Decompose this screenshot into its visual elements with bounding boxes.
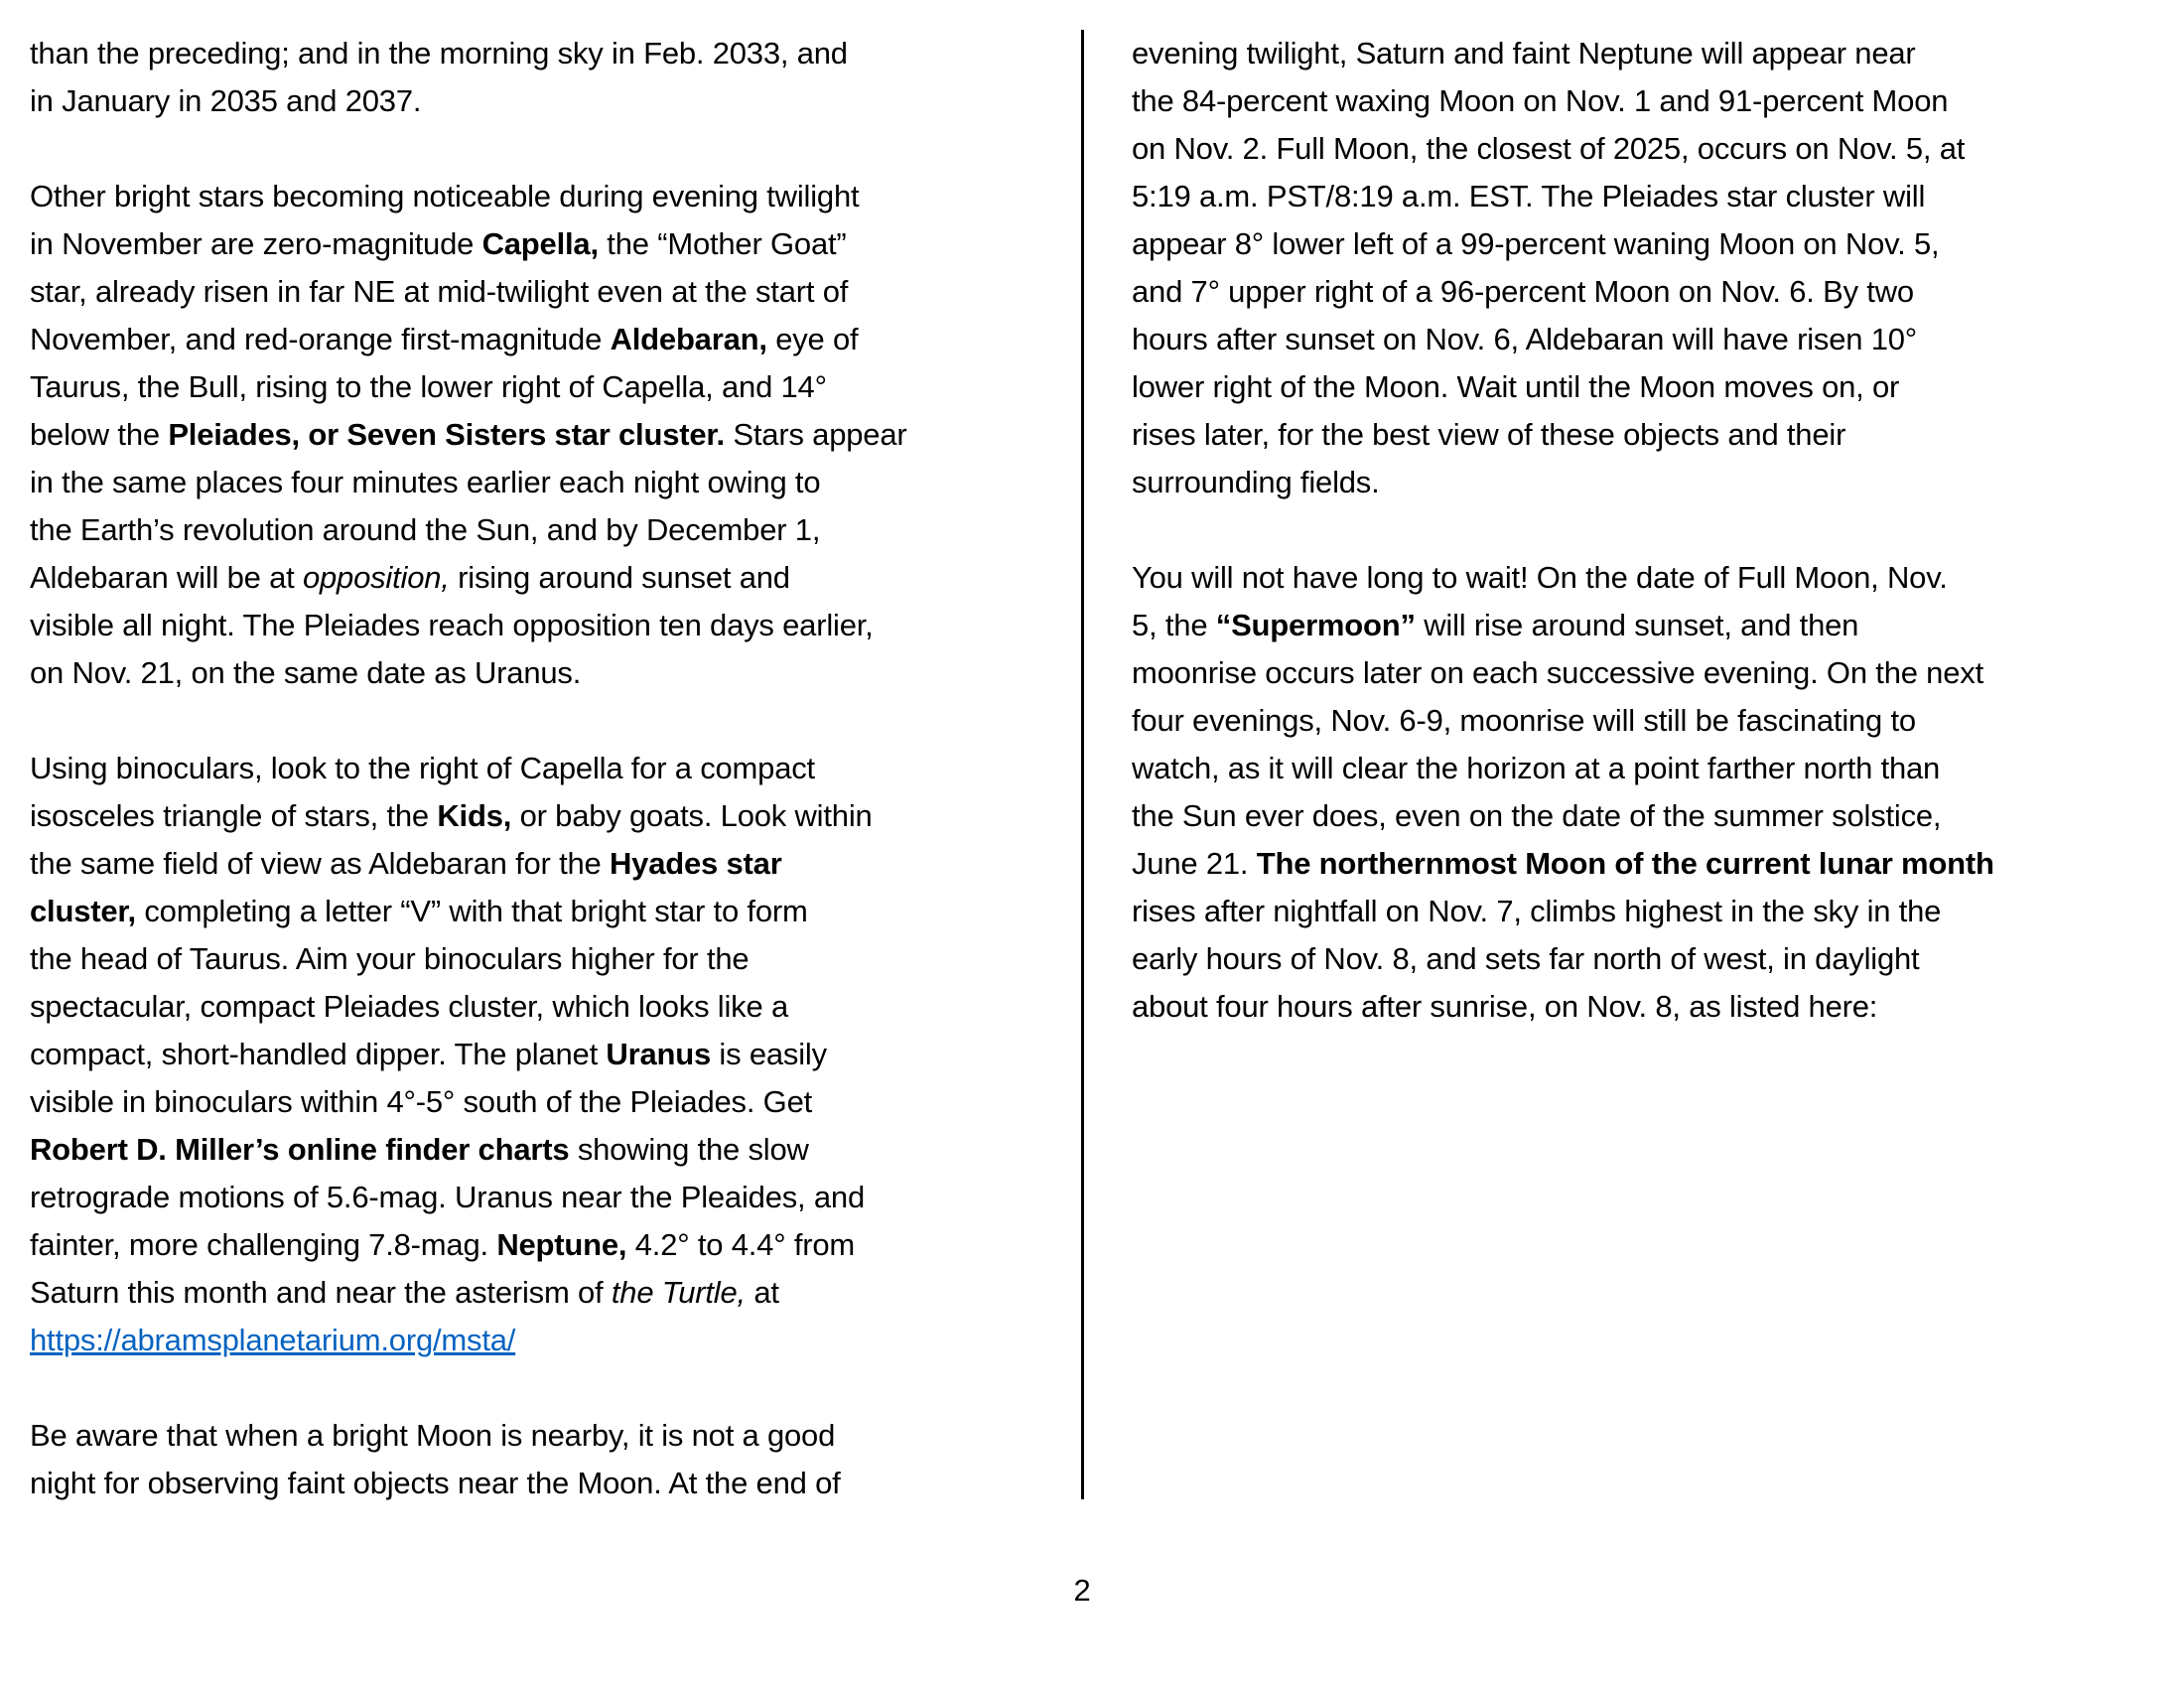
text-line: [30, 649, 1062, 697]
text-segment: Taurus, the Bull, rising to the lower right of Capella, and 14°: [30, 369, 827, 404]
text-segment: You will not have long to wait! On the date of Full Moon, Nov.: [1132, 560, 1948, 595]
blank-line: [30, 1364, 1062, 1412]
text-segment: Robert D. Miller’s online finder charts: [30, 1132, 570, 1167]
text-line: [1132, 602, 2169, 649]
text-segment: the Turtle,: [611, 1275, 746, 1310]
text-line: [30, 554, 1062, 602]
text-segment: Capella,: [481, 226, 599, 261]
text-line: [30, 316, 1062, 363]
text-segment: Aldebaran,: [610, 322, 767, 356]
text-line: [30, 983, 1062, 1031]
text-segment: rises after nightfall on Nov. 7, climbs highest in the sky in the: [1132, 894, 1942, 928]
text-line: [1132, 649, 2169, 697]
text-segment: compact, short-handled dipper. The planet: [30, 1037, 607, 1071]
text-segment: 4.2° to 4.4° from: [626, 1227, 856, 1262]
text-line: [30, 1460, 1062, 1507]
text-line: [1132, 77, 2169, 125]
text-segment: completing a letter “V” with that bright star to form: [135, 894, 808, 928]
text-segment: is easily: [711, 1037, 827, 1071]
text-line: [30, 1269, 1062, 1317]
text-line: [30, 459, 1062, 506]
text-line: [30, 1317, 1062, 1364]
column-divider: [1081, 30, 1084, 1499]
text-segment: early hours of Nov. 8, and sets far north of west, in daylight: [1132, 941, 1920, 976]
text-segment: below the: [30, 417, 169, 452]
text-segment: at: [745, 1275, 779, 1310]
text-segment: Pleiades, or Seven Sisters star cluster.: [168, 417, 725, 452]
text-line: [30, 77, 1062, 125]
page-number: 2: [1073, 1573, 1091, 1608]
text-line: [30, 1031, 1062, 1078]
text-segment: watch, as it will clear the horizon at a point farther north than: [1132, 751, 1941, 785]
text-line: [30, 935, 1062, 983]
text-segment: the same field of view as Aldebaran for the: [30, 846, 610, 881]
text-line: [1132, 554, 2169, 602]
blank-line: [30, 697, 1062, 745]
text-segment: Using binoculars, look to the right of Capella for a compact: [30, 751, 815, 785]
text-segment: the Earth’s revolution around the Sun, and by December 1,: [30, 512, 821, 547]
text-segment: rising around sunset and: [449, 560, 790, 595]
text-line: [30, 1078, 1062, 1126]
text-segment: Hyades star: [609, 846, 782, 881]
text-segment: hours after sunset on Nov. 6, Aldebaran will have risen 10°: [1132, 322, 1917, 356]
text-segment: four evenings, Nov. 6-9, moonrise will still be fascinating to: [1132, 703, 1916, 738]
text-segment: and 7° upper right of a 96-percent Moon on Nov. 6. By two: [1132, 274, 1914, 309]
text-segment: in the same places four minutes earlier each night owing to: [30, 465, 821, 499]
text-line: [30, 1412, 1062, 1460]
text-segment: cluster,: [30, 894, 136, 928]
text-line: [1132, 792, 2169, 840]
text-segment: will rise around sunset, and then: [1415, 608, 1859, 642]
text-segment: 5, the: [1132, 608, 1216, 642]
text-segment: retrograde motions of 5.6-mag. Uranus near the Pleaides, and: [30, 1180, 865, 1214]
text-segment: spectacular, compact Pleiades cluster, which looks like a: [30, 989, 788, 1024]
text-line: [30, 745, 1062, 792]
text-segment: on Nov. 2. Full Moon, the closest of 2025, occurs on Nov. 5, at: [1132, 131, 1966, 166]
text-segment: visible in binoculars within 4°-5° south of the Pleiades. Get: [30, 1084, 813, 1119]
text-line: [1132, 220, 2169, 268]
text-segment: on Nov. 21, on the same date as Uranus.: [30, 655, 582, 690]
text-segment: the head of Taurus. Aim your binoculars higher for the: [30, 941, 750, 976]
text-segment: the Sun ever does, even on the date of the summer solstice,: [1132, 798, 1942, 833]
text-line: [1132, 745, 2169, 792]
text-segment: June 21.: [1132, 846, 1257, 881]
text-segment: the “Mother Goat”: [598, 226, 847, 261]
text-line: [30, 1174, 1062, 1221]
text-line: [30, 173, 1062, 220]
text-line: [1132, 888, 2169, 935]
text-segment: evening twilight, Saturn and faint Neptune will appear near: [1132, 36, 1916, 70]
text-segment: Saturn this month and near the asterism of: [30, 1275, 612, 1310]
text-segment: the 84-percent waxing Moon on Nov. 1 and 91-percent Moon: [1132, 83, 1949, 118]
msta-link[interactable]: https://abramsplanetarium.org/msta/: [30, 1323, 516, 1357]
text-line: [30, 602, 1062, 649]
text-line: [1132, 125, 2169, 173]
text-segment: Kids,: [437, 798, 512, 833]
text-segment: The northernmost Moon of the current lunar month: [1256, 846, 1994, 881]
text-line: [30, 792, 1062, 840]
text-segment: Aldebaran will be at: [30, 560, 303, 595]
text-line: [1132, 268, 2169, 316]
text-segment: showing the slow: [569, 1132, 809, 1167]
text-line: [30, 268, 1062, 316]
text-line: [30, 840, 1062, 888]
text-segment: visible all night. The Pleiades reach opposition ten days earlier,: [30, 608, 874, 642]
blank-line: [30, 125, 1062, 173]
text-segment: Stars appear: [724, 417, 907, 452]
text-segment: in January in 2035 and 2037.: [30, 83, 422, 118]
text-line: [30, 30, 1062, 77]
text-line: [1132, 316, 2169, 363]
text-segment: star, already risen in far NE at mid-twilight even at the start of: [30, 274, 849, 309]
text-line: [30, 411, 1062, 459]
text-segment: Uranus: [606, 1037, 712, 1071]
text-segment: “Supermoon”: [1215, 608, 1416, 642]
text-segment: in November are zero-magnitude: [30, 226, 482, 261]
text-line: [1132, 935, 2169, 983]
text-segment: moonrise occurs later on each successive evening. On the next: [1132, 655, 1983, 690]
text-segment: about four hours after sunrise, on Nov. 8, as listed here:: [1132, 989, 1878, 1024]
text-segment: eye of: [766, 322, 859, 356]
text-segment: Other bright stars becoming noticeable during evening twilight: [30, 179, 860, 213]
text-segment: night for observing faint objects near the Moon. At the end of: [30, 1466, 841, 1500]
text-segment: appear 8° lower left of a 99-percent waning Moon on Nov. 5,: [1132, 226, 1940, 261]
text-line: [1132, 363, 2169, 411]
text-line: [30, 363, 1062, 411]
text-segment: 5:19 a.m. PST/8:19 a.m. EST. The Pleiades star cluster will: [1132, 179, 1926, 213]
right-column: [1132, 30, 2169, 1031]
text-line: [1132, 983, 2169, 1031]
text-line: [1132, 411, 2169, 459]
text-segment: isosceles triangle of stars, the: [30, 798, 438, 833]
text-segment: opposition,: [302, 560, 450, 595]
text-segment: or baby goats. Look within: [511, 798, 873, 833]
text-line: [30, 1221, 1062, 1269]
text-line: [1132, 697, 2169, 745]
text-line: [30, 220, 1062, 268]
text-segment: Neptune,: [496, 1227, 627, 1262]
text-segment: surrounding fields.: [1132, 465, 1380, 499]
text-line: [30, 1126, 1062, 1174]
text-segment: rises later, for the best view of these objects and their: [1132, 417, 1846, 452]
text-segment: lower right of the Moon. Wait until the Moon moves on, or: [1132, 369, 1900, 404]
text-segment: fainter, more challenging 7.8-mag.: [30, 1227, 497, 1262]
text-segment: than the preceding; and in the morning sky in Feb. 2033, and: [30, 36, 848, 70]
text-line: [1132, 840, 2169, 888]
text-line: [30, 888, 1062, 935]
text-line: [30, 506, 1062, 554]
text-line: [1132, 173, 2169, 220]
left-column: [30, 30, 1062, 1507]
text-segment: November, and red-orange first-magnitude: [30, 322, 611, 356]
text-segment: Be aware that when a bright Moon is nearby, it is not a good: [30, 1418, 836, 1453]
blank-line: [1132, 506, 2169, 554]
text-line: [1132, 30, 2169, 77]
text-line: [1132, 459, 2169, 506]
